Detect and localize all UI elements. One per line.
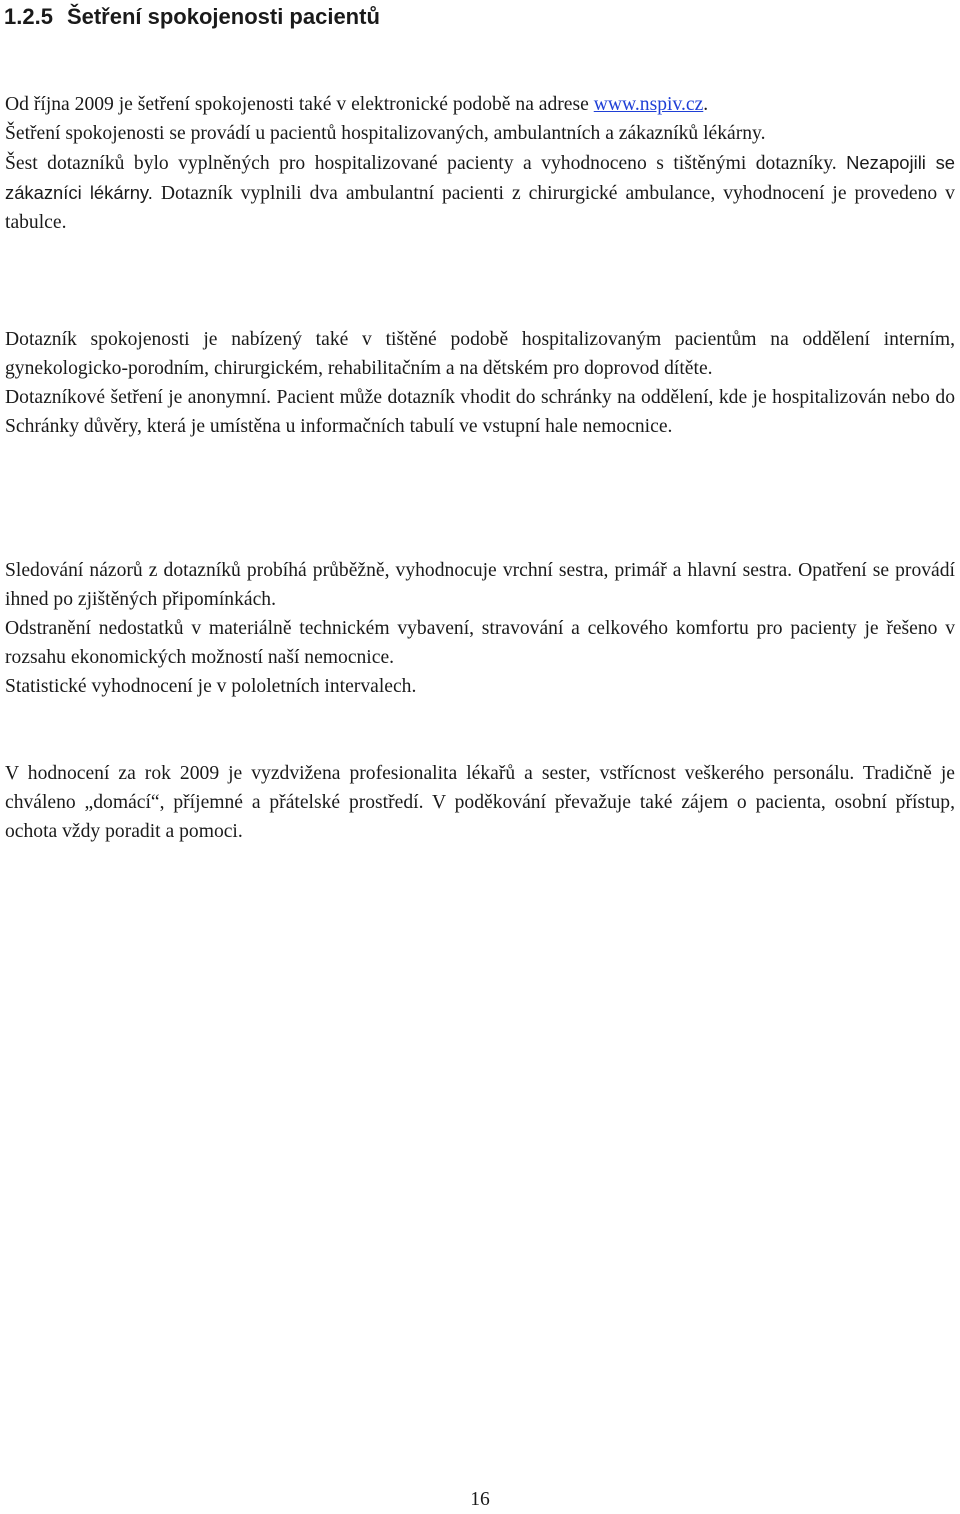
section-number: 1.2.5 [4,4,53,29]
ambulatory-note: Dotazník vyplnili dva ambulantní pacienti z chirurgické ambulance, vyhodnocení je provedeno v tabulce. [5,183,955,233]
text-block-2009-results [5,759,955,846]
paragraph-monitoring: Sledování názorů z dotazníků probíhá průběžně, vyhodnocuje vrchní sestra, primář a hlavní sestra. Opatření se provádí ihned po zjištěných připomínkách. [5,560,955,610]
electronic-form-text: Od října 2009 je šetření spokojenosti také v elektronické podobě na adrese [5,94,589,115]
paragraph-survey-groups: Šetření spokojenosti se provádí u pacientů hospitalizovaných, ambulantních a zákazníků lékárny. [5,123,766,144]
section-title: Šetření spokojenosti pacientů [66,4,380,29]
paragraph-improvements: Odstranění nedostatků v materiálně technickém vybavení, stravování a celkového komfortu pro pacienty je řešeno v rozsahu ekonomických možností naší nemocnice. [5,618,955,668]
paragraph-electronic-form [5,90,955,119]
text-block-printed-survey [5,325,955,441]
pharmacy-note: Nezapojili se zákazníci lékárny. [5,152,955,203]
paragraph-statistics: Statistické vyhodnocení je v pololetních intervalech. [5,676,417,697]
section-heading [4,2,380,32]
page-number: 16 [470,1489,490,1510]
paragraph-survey-results [5,148,955,237]
text-block-electronic-survey [5,90,955,237]
paragraph-anonymous: Dotazníkové šetření je anonymní. Pacient může dotazník vhodit do schránky na oddělení, kde je hospitalizován nebo do Schránky důvěry, která je umístěna u informačních tabulí ve vstupní hale nemocnice. [5,387,955,437]
sentence-end: . [703,94,709,115]
website-link[interactable]: www.nspiv.cz [593,94,704,115]
paragraph-printed-form: Dotazník spokojenosti je nabízený také v tištěné podobě hospitalizovaným pacientům na oddělení interním, gynekologicko-porodním, chirurgickém, rehabilitačním a na dětském pro doprovod dítěte. [5,329,955,379]
results-text: Šest dotazníků bylo vyplněných pro hospitalizované pacienty a vyhodnoceno s tištěnými dotazníky. [5,153,837,174]
text-block-evaluation [5,556,955,701]
paragraph-2009-rating: V hodnocení za rok 2009 je vyzdvižena profesionalita lékařů a sester, vstřícnost veškerého personálu. Tradičně je chváleno „domácí“, příjemné a přátelské prostředí. V poděkování převažuje také zájem o pacienta, osobní přístup, ochota vždy poradit a pomoci. [5,763,955,842]
